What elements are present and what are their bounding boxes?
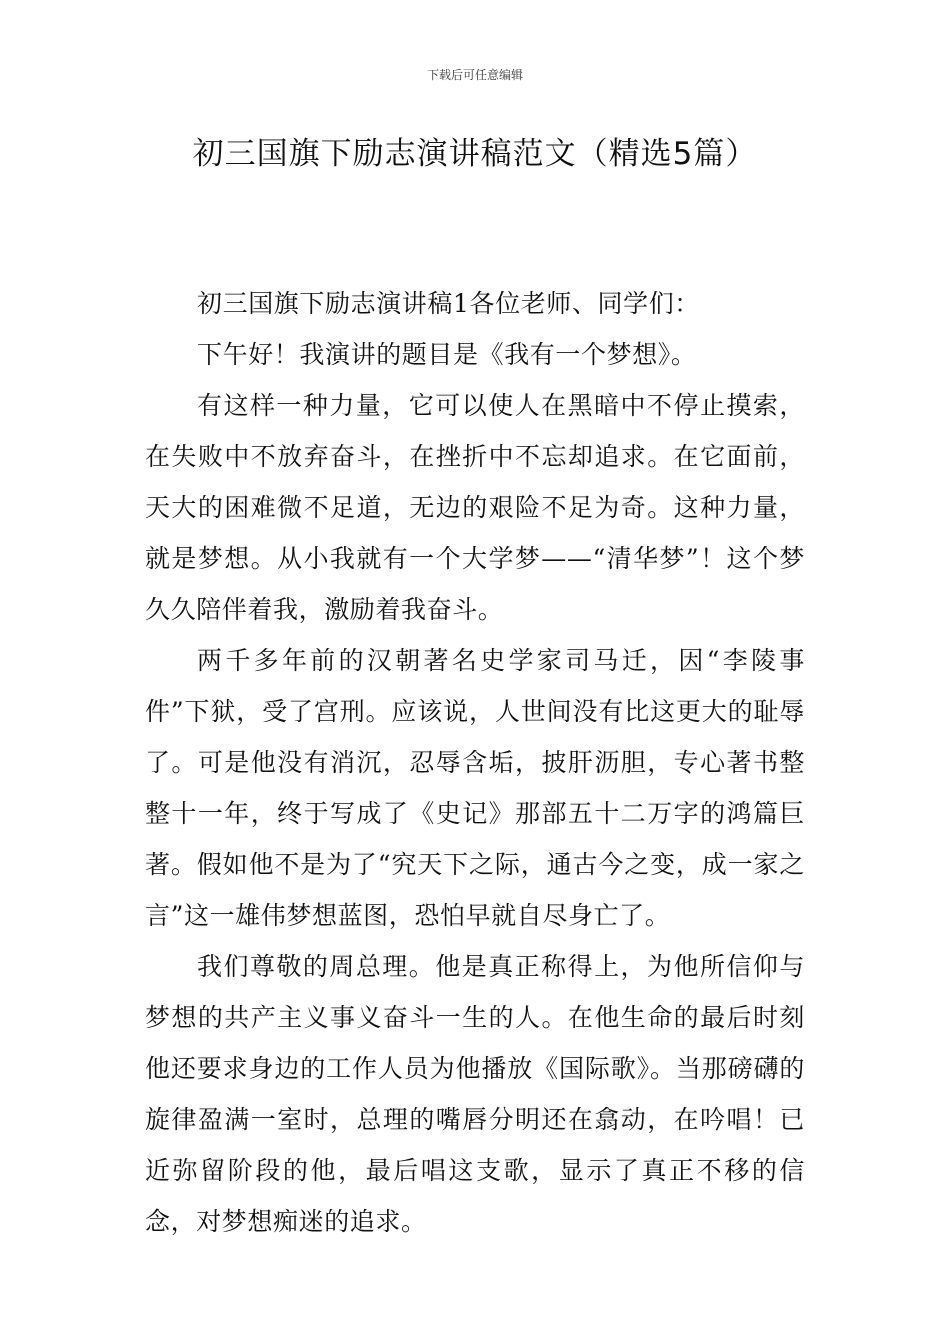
document-title: 初三国旗下励志演讲稿范文（精选5篇） <box>192 136 758 172</box>
paragraph-zhou-enlai: 我们尊敬的周总理。他是真正称得上，为他所信仰与梦想的共产主义事义奋斗一生的人。在他生命的最后时刻他还要求身边的工作人员为他播放《国际歌》。当那磅礴的旋律盈满一室时，总理的嘴唇分明还在翕动，在吟唱！已近弥留阶段的他，最后唱这支歌，显示了真正不移的信念，对梦想痴迷的追求。 <box>145 952 805 1236</box>
paragraph-dream-power: 有这样一种力量，它可以使人在黑暗中不停止摸索，在失败中不放弃奋斗，在挫折中不忘却追求。在它面前，天大的困难微不足道，无边的艰险不足为奇。这种力量，就是梦想。从小我就有一个大学梦——“清华梦”！这个梦久久陪伴着我，激励着我奋斗。 <box>145 391 805 624</box>
document-body <box>145 278 805 1247</box>
paragraph-sima-qian: 两千多年前的汉朝著名史学家司马迁，因“李陵事件”下狱，受了宫刑。应该说，人世间没有比这更大的耻辱了。可是他没有消沉，忍辱含垢，披肝沥胆，专心著书整整十一年，终于写成了《史记》那部五十二万字的鸿篇巨著。假如他不是为了“究天下之际，通古今之变，成一家之言”这一雄伟梦想蓝图，恐怕早就自尽身亡了。 <box>145 646 805 930</box>
header-note: 下载后可任意编辑 <box>426 68 523 82</box>
paragraph-greeting: 初三国旗下励志演讲稿1各位老师、同学们： <box>197 289 700 318</box>
paragraph-topic: 下午好！我演讲的题目是《我有一个梦想》。 <box>197 340 697 369</box>
